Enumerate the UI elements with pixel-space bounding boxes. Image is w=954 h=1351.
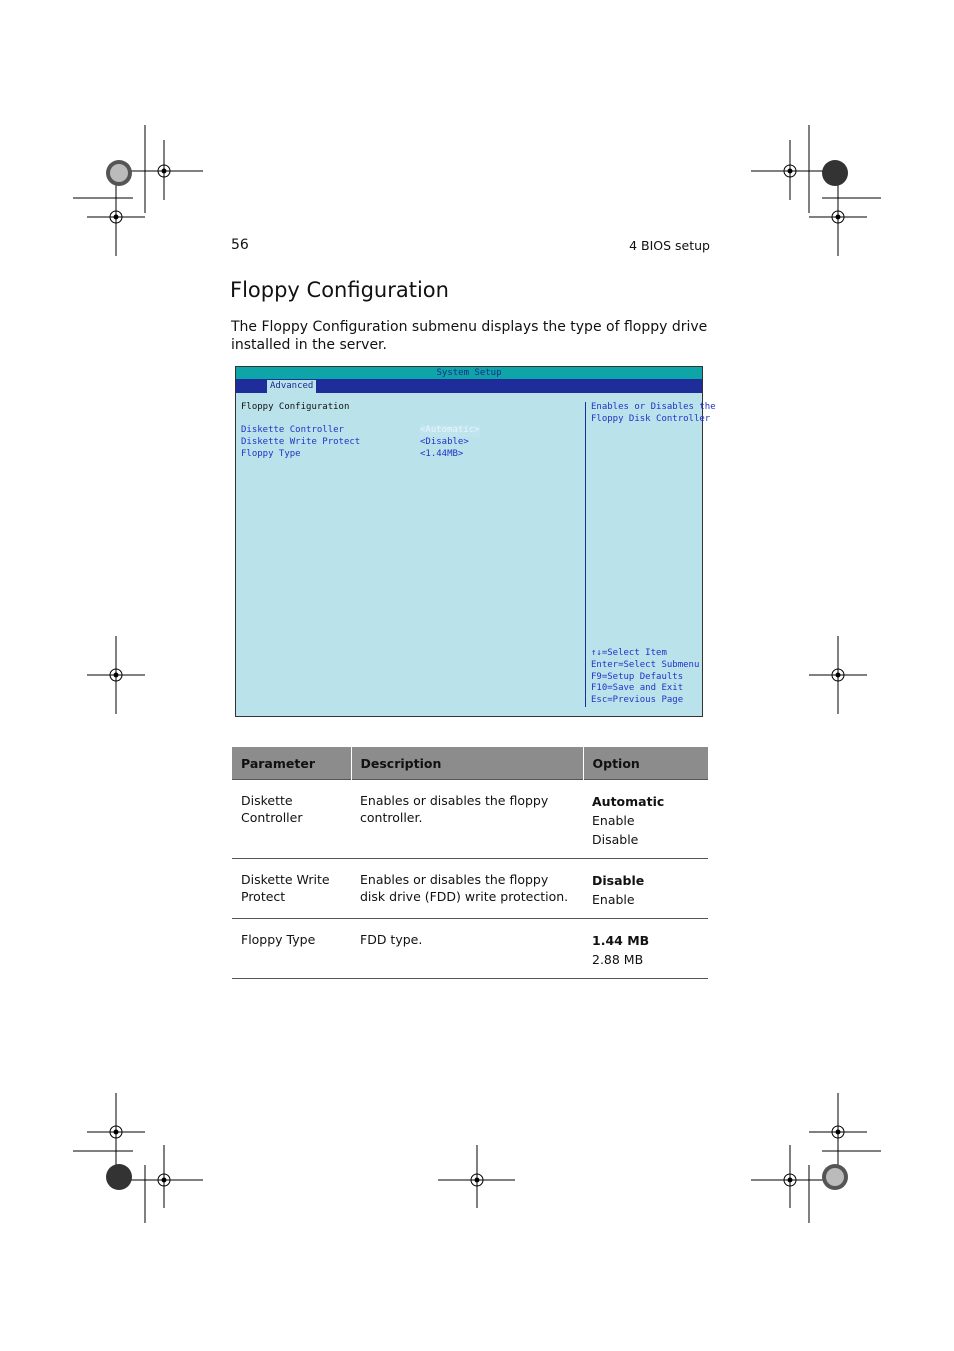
row-options xyxy=(583,859,708,919)
bios-title-bar: System Setup xyxy=(236,367,702,379)
table-header-row xyxy=(232,747,708,780)
table-row xyxy=(232,919,708,979)
page-number: 56 xyxy=(231,237,249,253)
bios-value-diskette-controller[interactable]: <Automatic> xyxy=(420,425,480,435)
row-parameter: Diskette Controller xyxy=(232,780,351,859)
bios-section-title: Floppy Configuration xyxy=(241,402,350,412)
bios-tab-advanced[interactable]: Advanced xyxy=(267,380,316,393)
bios-value-floppy-type[interactable]: <1.44MB> xyxy=(420,449,464,459)
bios-divider xyxy=(585,402,586,707)
option: Enable xyxy=(592,892,635,907)
bios-item-diskette-controller[interactable]: Diskette Controller xyxy=(241,425,344,435)
option-default: Automatic xyxy=(592,794,665,809)
bios-help-line-2: Floppy Disk Controller xyxy=(591,414,711,424)
row-description: Enables or disables the floppy disk drive (FDD) write protection. xyxy=(351,859,583,919)
row-description: FDD type. xyxy=(351,919,583,979)
bios-key-previous-page: Esc=Previous Page xyxy=(591,695,684,705)
bios-item-floppy-type[interactable]: Floppy Type xyxy=(241,449,301,459)
option: 2.88 MB xyxy=(592,952,644,967)
option: Disable xyxy=(592,832,639,847)
option: Enable xyxy=(592,813,635,828)
intro-paragraph: The Floppy Configuration submenu displays the type of floppy drive installed in the server. xyxy=(231,319,708,353)
row-parameter: Floppy Type xyxy=(232,919,351,979)
header-description: Description xyxy=(351,747,583,780)
bios-screen xyxy=(235,366,716,717)
chapter-title: 4 BIOS setup xyxy=(629,238,710,253)
bios-tab-bar xyxy=(236,379,702,393)
row-parameter: Diskette Write Protect xyxy=(232,859,351,919)
bios-key-setup-defaults: F9=Setup Defaults xyxy=(591,672,684,682)
option-default: Disable xyxy=(592,873,645,888)
row-description: Enables or disables the floppy controller. xyxy=(351,780,583,859)
bios-value-write-protect[interactable]: <Disable> xyxy=(420,437,469,447)
row-options xyxy=(583,780,708,859)
row-options xyxy=(583,919,708,979)
bios-key-select-submenu: Enter=Select Submenu xyxy=(591,660,700,670)
table-row xyxy=(232,780,708,859)
header-option: Option xyxy=(583,747,708,780)
page-title: Floppy Configuration xyxy=(230,278,449,302)
bios-item-write-protect[interactable]: Diskette Write Protect xyxy=(241,437,361,447)
parameter-table xyxy=(232,747,708,979)
bios-key-select-item: ↑↓=Select Item xyxy=(591,648,667,658)
table-row xyxy=(232,859,708,919)
option-default: 1.44 MB xyxy=(592,933,650,948)
bios-help-line-1: Enables or Disables the xyxy=(591,402,716,412)
header-parameter: Parameter xyxy=(232,747,351,780)
bios-key-save-exit: F10=Save and Exit xyxy=(591,683,684,693)
